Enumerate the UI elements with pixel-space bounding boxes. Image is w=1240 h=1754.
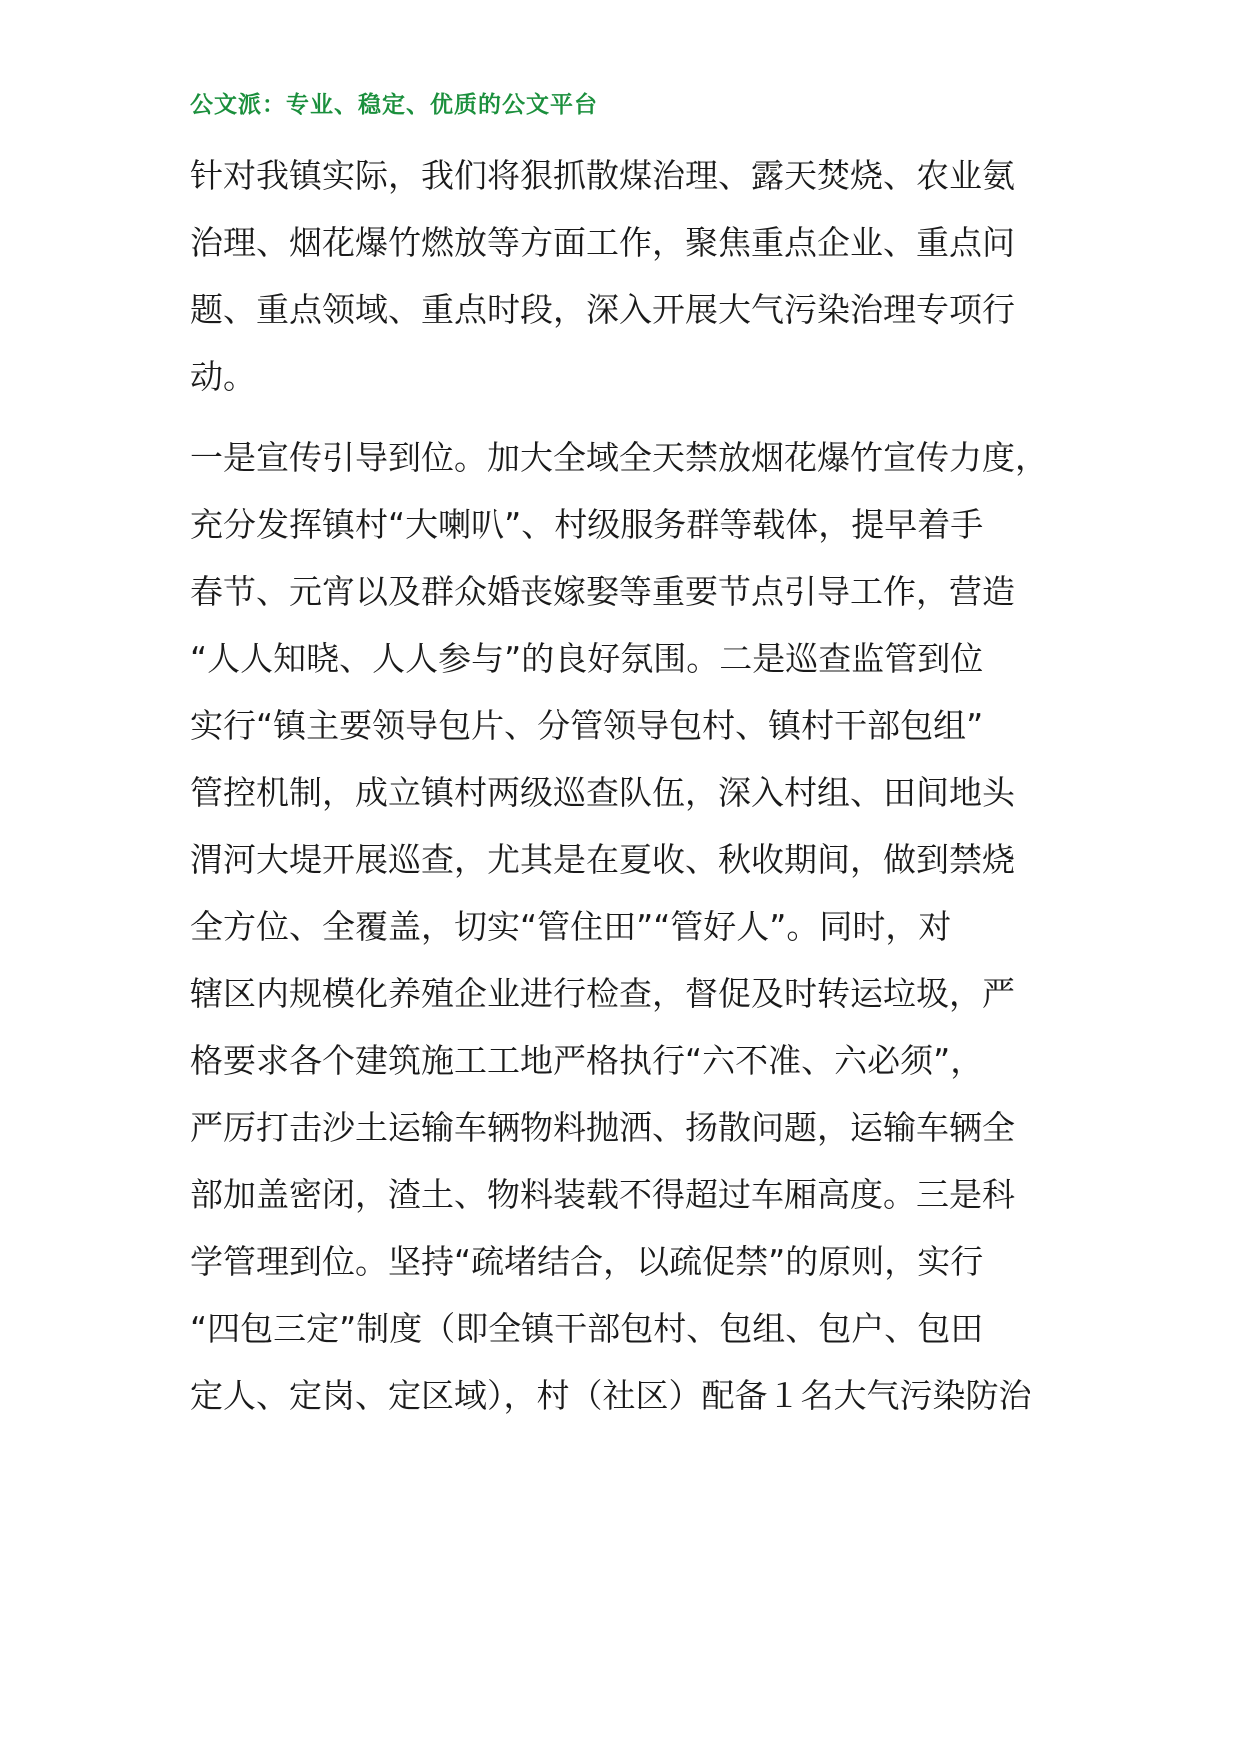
text-line: 充分发挥镇村“大喇叭”、村级服务群等载体，提早着手 xyxy=(190,505,984,544)
text-line: 针对我镇实际，我们将狠抓散煤治理、露天焚烧、农业氨 xyxy=(190,156,1015,195)
text-line: 学管理到位。坚持“疏堵结合，以疏促禁”的原则，实行 xyxy=(190,1242,984,1281)
text-line: 辖区内规模化养殖企业进行检查，督促及时转运垃圾，严 xyxy=(190,974,1015,1013)
text-line: 实行“镇主要领导包片、分管领导包村、镇村干部包组” xyxy=(190,706,984,745)
text-line: 部加盖密闭，渣土、物料装载不得超过车厢高度。三是科 xyxy=(190,1175,1015,1214)
text-line: 严厉打击沙土运输车辆物料抛洒、扬散问题，运输车辆全 xyxy=(190,1108,1015,1147)
text-line: 渭河大堤开展巡查，尤其是在夏收、秋收期间，做到禁烧 xyxy=(190,840,1015,879)
text-line: 全方位、全覆盖，切实“管住田”“管好人”。同时，对 xyxy=(190,907,952,946)
text-line: 动。 xyxy=(190,357,256,396)
text-line: 定人、定岗、定区域），村（社区）配备１名大气污染防治 xyxy=(190,1376,1032,1415)
text-line: 治理、烟花爆竹燃放等方面工作，聚焦重点企业、重点问 xyxy=(190,223,1015,262)
text-line: 春节、元宵以及群众婚丧嫁娶等重要节点引导工作，营造 xyxy=(190,572,1015,611)
text-line: 格要求各个建筑施工工地严格执行“六不准、六必须”， xyxy=(190,1041,984,1080)
header-banner: 公文派：专业、稳定、优质的公文平台 xyxy=(190,92,598,118)
text-line: 管控机制，成立镇村两级巡查队伍，深入村组、田间地头 xyxy=(190,773,1015,812)
text-line: “四包三定”制度（即全镇干部包村、包组、包户、包田 xyxy=(190,1309,984,1348)
text-line: “人人知晓、人人参与”的良好氛围。二是巡查监管到位 xyxy=(190,639,984,678)
text-line: 题、重点领域、重点时段，深入开展大气污染治理专项行 xyxy=(190,290,1015,329)
text-line: 一是宣传引导到位。加大全域全天禁放烟花爆竹宣传力度， xyxy=(190,438,1048,477)
